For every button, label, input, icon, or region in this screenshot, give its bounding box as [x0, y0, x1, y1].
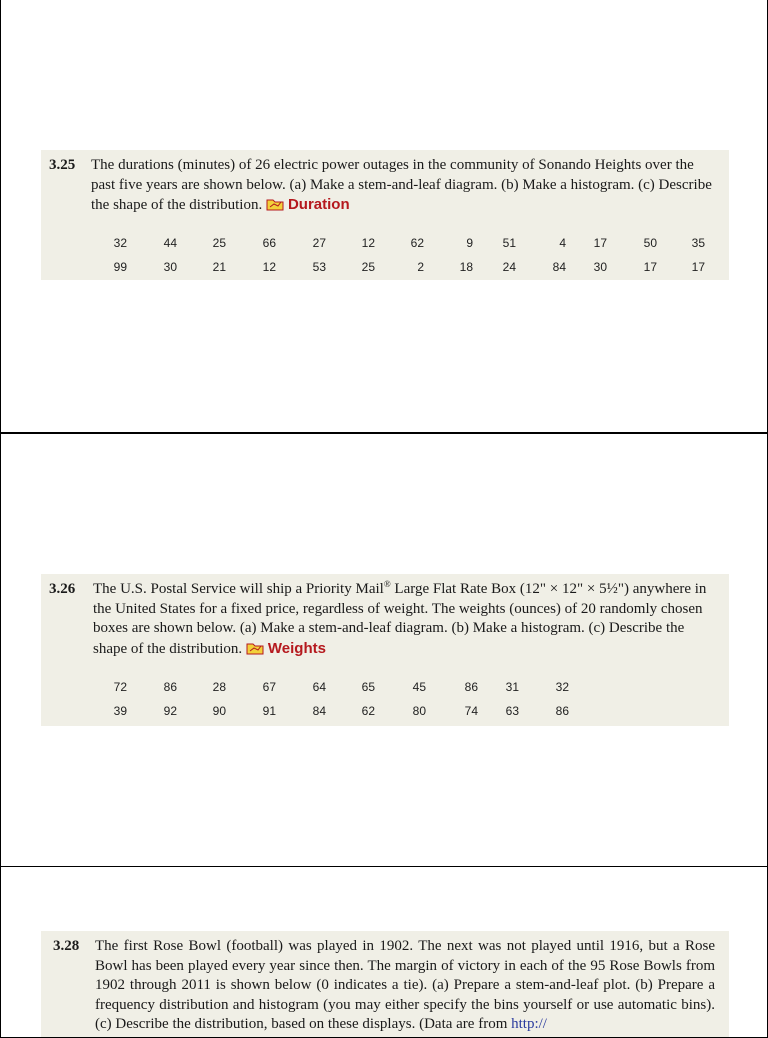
page-panel-1	[0, 0, 768, 433]
table-cell: 86	[464, 680, 478, 694]
table-cell: 74	[464, 704, 478, 718]
table-cell: 67	[262, 680, 276, 694]
table-cell: 21	[212, 260, 226, 274]
table-cell: 30	[163, 260, 177, 274]
table-cell: 45	[412, 680, 426, 694]
table-cell: 32	[113, 236, 127, 250]
table-cell: 91	[262, 704, 276, 718]
table-cell: 18	[459, 260, 473, 274]
table-cell: 35	[691, 236, 705, 250]
table-cell: 25	[361, 260, 375, 274]
table-cell: 51	[502, 236, 516, 250]
table-cell: 86	[555, 704, 569, 718]
table-cell: 64	[312, 680, 326, 694]
table-cell: 9	[466, 236, 473, 250]
table-cell: 31	[505, 680, 519, 694]
table-cell: 39	[113, 704, 127, 718]
table-cell: 32	[555, 680, 569, 694]
table-cell: 86	[163, 680, 177, 694]
problem-3-25	[41, 150, 729, 280]
page-panel-3	[0, 866, 768, 1038]
table-cell: 99	[113, 260, 127, 274]
table-cell: 84	[552, 260, 566, 274]
problem-3-26	[41, 574, 729, 726]
table-cell: 24	[502, 260, 516, 274]
data-file-link[interactable]: Weights	[246, 641, 326, 657]
problem-text: The U.S. Postal Service will ship a Priority Mail	[93, 581, 384, 597]
problem-text: The first Rose Bowl (football) was played in 1902. The next was not played until 1916, but a Rose Bowl has been played every year since then. The margin of victory in each of the 95 Rose Bowls from 1902 through 2011 is shown below (0 indicates a tie). (a) Prepare a stem-and-leaf plot. (b) Prepare a frequency distribution and histogram (you may either specify the bins yourself or use automatic bins). (c) Describe the distribution, based on these displays. (Data are from	[95, 938, 715, 1032]
table-cell: 17	[593, 236, 607, 250]
table-cell: 63	[505, 704, 519, 718]
table-cell: 25	[212, 236, 226, 250]
table-cell: 27	[312, 236, 326, 250]
problem-number: 3.26	[49, 581, 76, 597]
table-cell: 12	[361, 236, 375, 250]
problem-text: The durations (minutes) of 26 electric power outages in the community of Sonando Heights over the past five years are shown below. (a) Make a stem-and-leaf diagram. (b) Make a histogram. (c) Describe the shape of the distribution.	[91, 157, 712, 213]
table-cell: 2	[417, 260, 424, 274]
problem-text-cont: Large Flat Rate Box (12" × 12" × 5½") anywhere in the United States for a fixed price, regardless of weight. The weights (ounces) of 20 randomly chosen boxes are shown below. (a) Make a stem-and-leaf diagram. (b) Make a histogram. (c) Describe the shape of the distribution.	[93, 581, 707, 657]
table-cell: 90	[212, 704, 226, 718]
table-cell: 92	[163, 704, 177, 718]
problem-number: 3.28	[53, 938, 80, 954]
page-panel-2	[0, 433, 768, 867]
data-file-link[interactable]: Duration	[266, 197, 350, 213]
table-cell: 53	[312, 260, 326, 274]
table-cell: 50	[643, 236, 657, 250]
table-cell: 62	[410, 236, 424, 250]
table-cell: 80	[412, 704, 426, 718]
table-cell: 4	[559, 236, 566, 250]
folder-icon	[266, 198, 284, 211]
table-cell: 44	[163, 236, 177, 250]
table-cell: 84	[312, 704, 326, 718]
registered-mark: ®	[383, 579, 391, 589]
table-cell: 30	[593, 260, 607, 274]
table-cell: 17	[643, 260, 657, 274]
table-cell: 28	[212, 680, 226, 694]
table-cell: 65	[361, 680, 375, 694]
table-cell: 72	[113, 680, 127, 694]
problem-number: 3.25	[49, 157, 76, 173]
folder-icon	[246, 642, 264, 655]
table-cell: 17	[691, 260, 705, 274]
table-cell: 12	[262, 260, 276, 274]
source-link[interactable]: http://	[511, 1016, 547, 1032]
table-cell: 66	[262, 236, 276, 250]
table-cell: 62	[361, 704, 375, 718]
problem-3-28	[41, 931, 729, 1038]
